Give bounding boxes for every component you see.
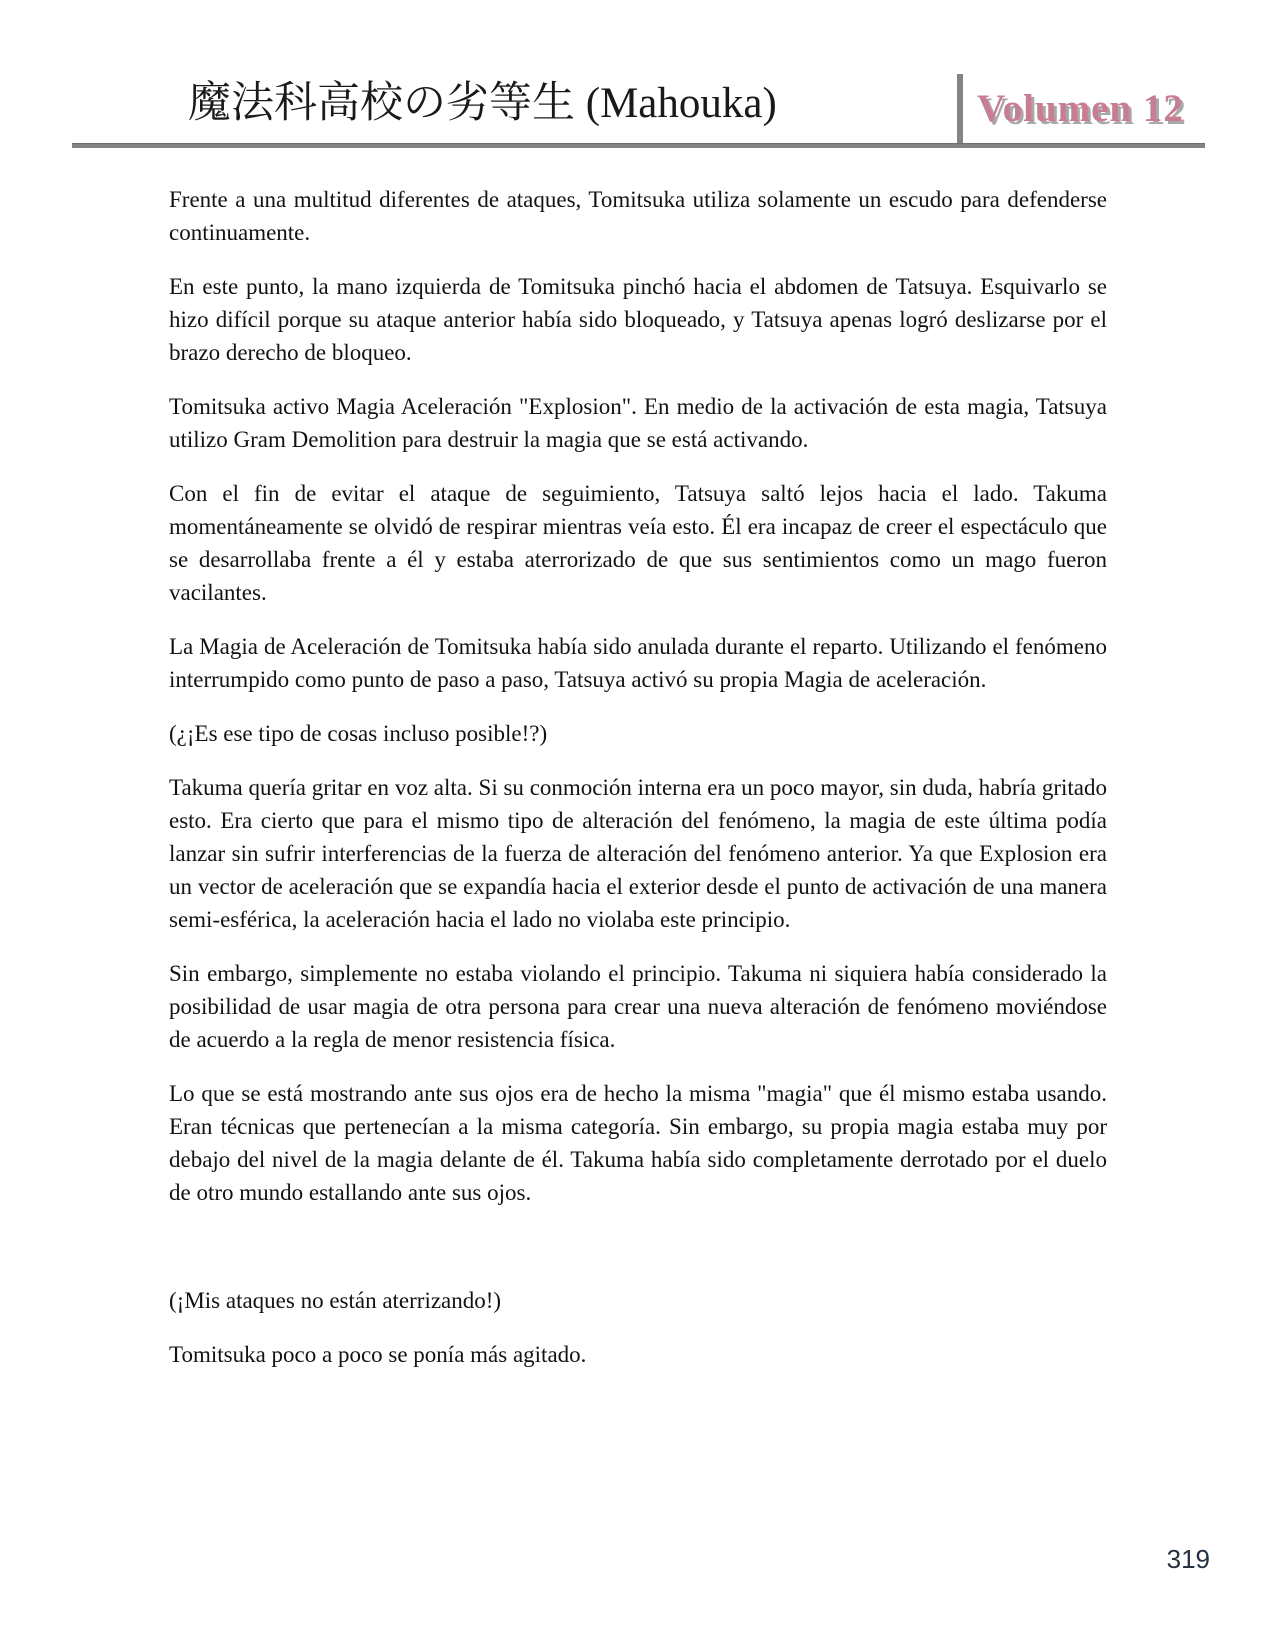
paragraph: Lo que se está mostrando ante sus ojos era de hecho la misma "magia" que él mismo estaba usando. Eran técnicas que pertenecían a la misma categoría. Sin embargo, su propia magia estaba muy por debajo del nivel de la magia delante de él. Takuma había sido completamente derrotado por el duelo de otro mundo estallando ante sus ojos. (169, 1081, 1107, 1205)
paragraph: Sin embargo, simplemente no estaba violando el principio. Takuma ni siquiera había considerado la posibilidad de usar magia de otra persona para crear una nueva alteración de fenómeno moviéndose de acuerdo a la regla de menor resistencia física. (169, 961, 1107, 1052)
blank-line (169, 1230, 1107, 1284)
paragraph: Takuma quería gritar en voz alta. Si su conmoción interna era un poco mayor, sin duda, habría gritado esto. Era cierto que para el mismo tipo de alteración del fenómeno, la magia de este última podía lanzar sin sufrir interferencias de la fuerza de alteración del fenómeno anterior. Ya que Explosion era un vector de aceleración que se expandía hacia el exterior desde el punto de activación de una manera semi-esférica, la aceleración hacia el lado no violaba este principio. (169, 775, 1107, 932)
volume-label: Volumen 12 (977, 87, 1184, 130)
header-rule (72, 143, 1205, 148)
paragraph: (¿¡Es ese tipo de cosas incluso posible!?) (169, 721, 548, 746)
paragraph: (¡Mis ataques no están aterrizando!) (169, 1288, 502, 1313)
paragraph: Frente a una multitud diferentes de ataques, Tomitsuka utiliza solamente un escudo para defenderse continuamente. (169, 187, 1107, 245)
paragraph: Con el fin de evitar el ataque de seguimiento, Tatsuya saltó lejos hacia el lado. Takuma momentáneamente se olvidó de respirar mientras veía esto. Él era incapaz de creer el espectáculo que se desarrollaba frente a él y estaba aterrorizado de que sus sentimientos como un mago fueron vacilantes. (169, 481, 1107, 605)
document-title: 魔法科高校の劣等生 (Mahouka) (188, 80, 777, 127)
paragraph: La Magia de Aceleración de Tomitsuka había sido anulada durante el reparto. Utilizando el fenómeno interrumpido como punto de paso a paso, Tatsuya activó su propia Magia de aceleración. (169, 634, 1107, 692)
body-text (169, 183, 1107, 1392)
header-divider-bar (957, 74, 963, 148)
page-number: 319 (1166, 1544, 1210, 1574)
paragraph: En este punto, la mano izquierda de Tomitsuka pinchó hacia el abdomen de Tatsuya. Esquivarlo se hizo difícil porque su ataque anterior había sido bloqueado, y Tatsuya apenas logró deslizarse por el brazo derecho de bloqueo. (169, 274, 1107, 365)
paragraph: Tomitsuka activo Magia Aceleración "Explosion". En medio de la activación de esta magia, Tatsuya utilizo Gram Demolition para destruir la magia que se está activando. (169, 394, 1107, 452)
paragraph: Tomitsuka poco a poco se ponía más agitado. (169, 1342, 587, 1367)
